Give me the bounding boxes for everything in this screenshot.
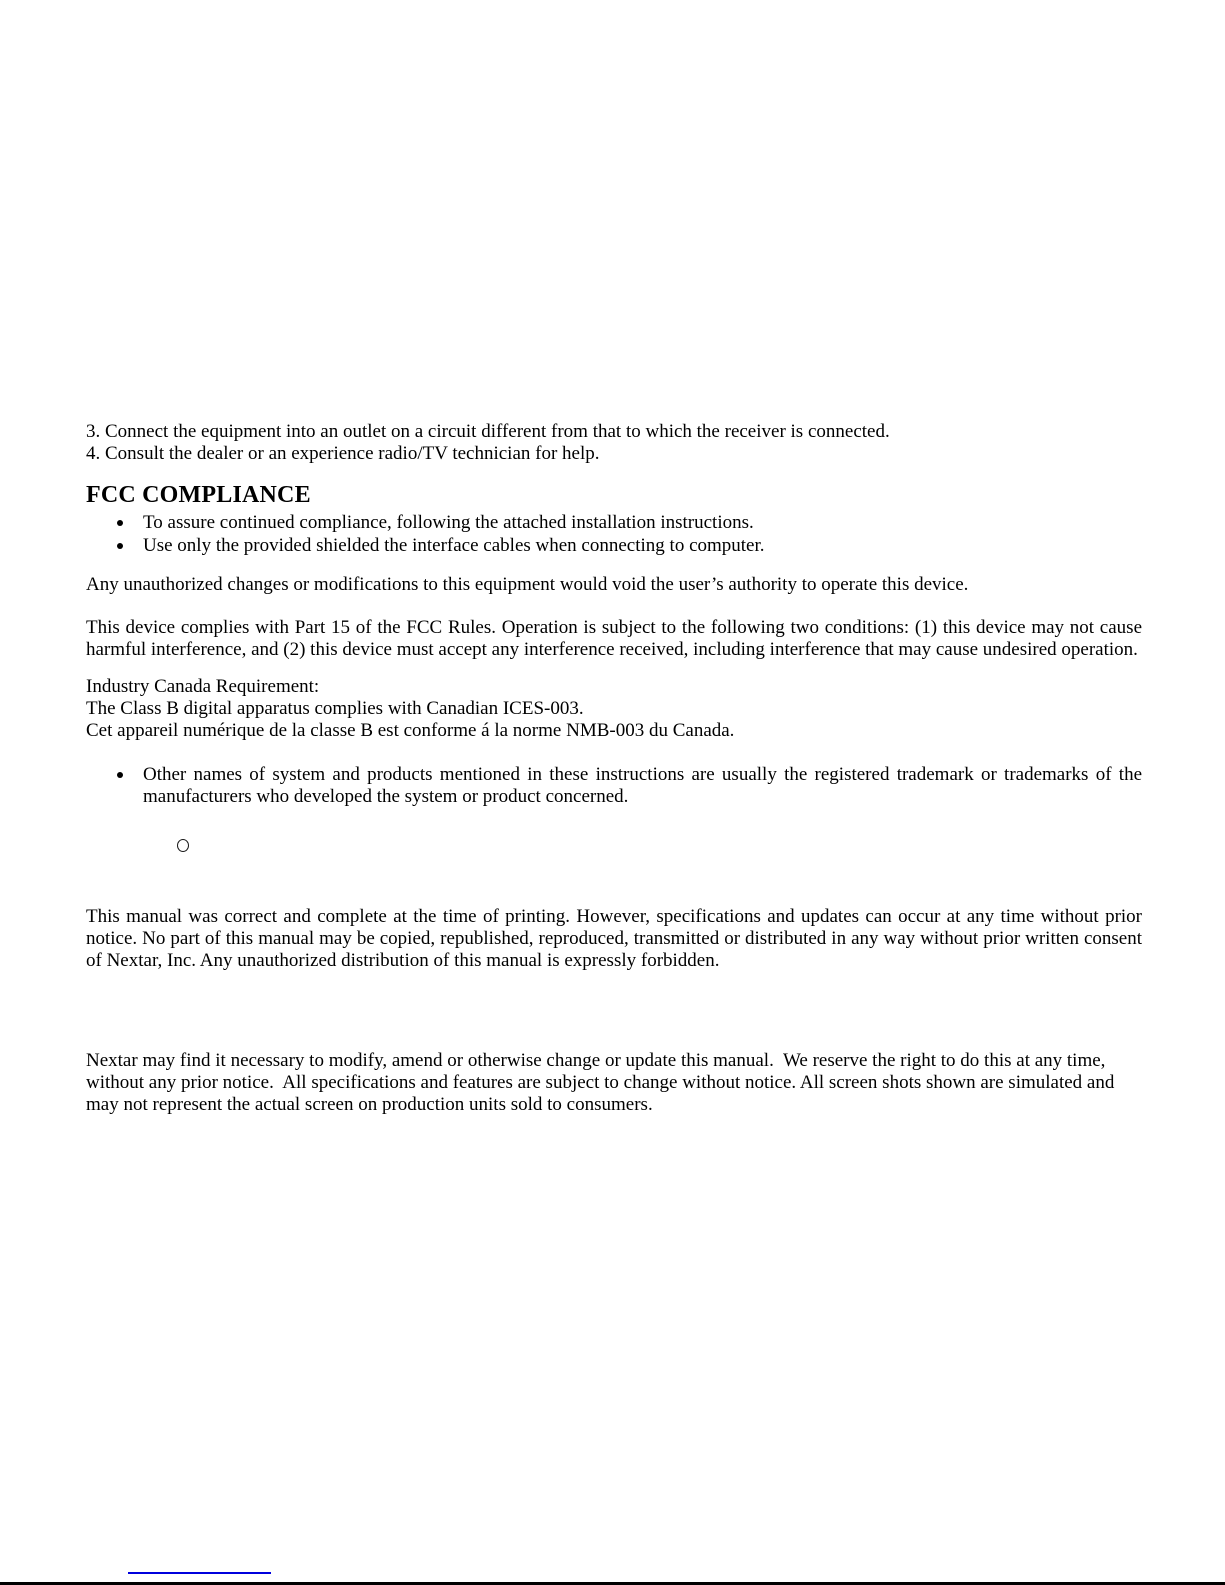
industry-canada-title: Industry Canada Requirement: <box>86 676 320 697</box>
fcc-bullet-item <box>86 511 1142 534</box>
empty-circle-bullet-icon <box>177 839 189 852</box>
part15-compliance-paragraph: This device complies with Part 15 of the FCC Rules. Operation is subject to the following two conditions: (1) this device may not cause harmful interference, and (2) this device must accept any interference received, including interference that may cause undesired operation. <box>86 617 1147 660</box>
industry-canada-french-line: Cet appareil numérique de la classe B est conforme á la norme NMB-003 du Canada. <box>86 720 735 741</box>
industry-canada-block <box>86 676 1142 742</box>
industry-canada-english-line: The Class B digital apparatus complies with Canadian ICES-003. <box>86 698 584 719</box>
bullet-dot-icon <box>117 772 123 778</box>
bullet-dot-icon <box>117 520 123 526</box>
fcc-bullet-label: To assure continued compliance, following the attached installation instructions. <box>143 512 754 533</box>
bullet-dot-icon <box>117 543 123 549</box>
unauthorized-changes-note: Any unauthorized changes or modifications to this equipment would void the user’s authority to operate this device. <box>86 574 969 595</box>
fcc-bullet-label: Use only the provided shielded the interface cables when connecting to computer. <box>143 535 765 556</box>
footer-link-underline[interactable] <box>128 1572 271 1574</box>
trademark-bullet-list <box>86 764 1142 808</box>
step-4-line: 4. Consult the dealer or an experience radio/TV technician for help. <box>86 443 600 464</box>
fcc-bullet-list <box>86 511 1142 557</box>
fcc-bullet-item <box>86 534 1142 557</box>
step-3-line: 3. Connect the equipment into an outlet on a circuit different from that to which the receiver is connected. <box>86 421 890 442</box>
step-list <box>86 421 1142 465</box>
fcc-compliance-heading: FCC COMPLIANCE <box>86 482 311 508</box>
modification-rights-paragraph: Nextar may find it necessary to modify, amend or otherwise change or update this manual. We reserve the right to do this at any time, without any prior notice. All specifications and features are subject to change without notice. All screen shots shown are simulated and may not represent the actual screen on production units sold to consumers. <box>86 1050 1120 1115</box>
trademark-bullet-item <box>86 764 1142 808</box>
trademark-bullet-label: Other names of system and products mentioned in these instructions are usually the registered trademark or trademarks of the manufacturers who developed the system or product concerned. <box>143 764 1142 807</box>
manual-disclaimer-paragraph: This manual was correct and complete at the time of printing. However, specifications and updates can occur at any time without prior notice. No part of this manual may be copied, republished, reproduced, transmitted or distributed in any way without prior written consent of Nextar, Inc. Any unauthorized distribution of this manual is expressly forbidden. <box>86 906 1147 971</box>
